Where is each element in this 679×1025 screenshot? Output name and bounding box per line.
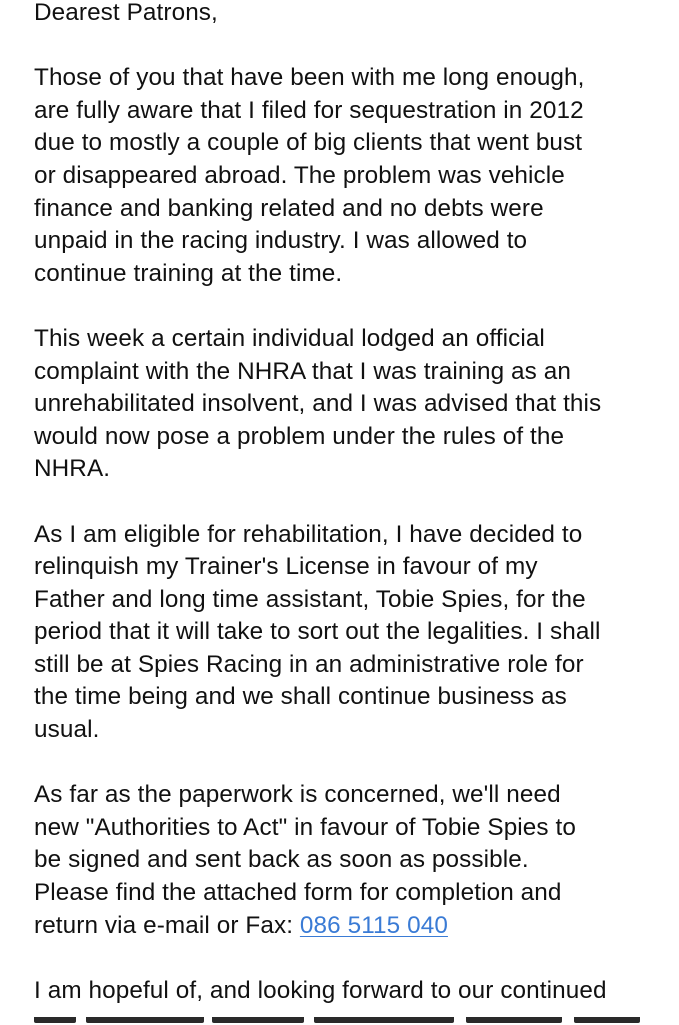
- text-line: new "Authorities to Act" in favour of Tobie Spies to: [34, 813, 576, 841]
- cut-off-glyphs: [86, 1017, 204, 1023]
- paragraph-gap: [34, 486, 674, 519]
- paragraph-sequestration: [34, 62, 674, 290]
- greeting: Dearest Patrons,: [34, 0, 218, 26]
- text-line: unrehabilitated insolvent, and I was advised that this: [34, 390, 602, 418]
- text-line: due to mostly a couple of big clients that went bust: [34, 129, 583, 157]
- text-line: As I am eligible for rehabilitation, I have decided to: [34, 520, 583, 548]
- paragraph-gap: [34, 942, 674, 975]
- text-line: relinquish my Trainer's License in favour of my: [34, 553, 538, 581]
- text-line: finance and banking related and no debts were: [34, 194, 544, 222]
- text-line: would now pose a problem under the rules of the: [34, 422, 565, 450]
- fax-label: return via e-mail or Fax:: [34, 911, 300, 939]
- text-line: continue training at the time.: [34, 259, 343, 287]
- text-line: Father and long time assistant, Tobie Spies, for the: [34, 585, 586, 613]
- text-line: I am hopeful of, and looking forward to our continued: [34, 976, 607, 1004]
- text-line: Those of you that have been with me long enough,: [34, 64, 585, 92]
- paragraph-complaint: [34, 323, 674, 486]
- cut-off-glyphs: [34, 1017, 76, 1023]
- paragraph-gap: [34, 30, 674, 63]
- text-line: complaint with the NHRA that I was training as an: [34, 357, 571, 385]
- cut-off-glyphs: [212, 1017, 304, 1023]
- cut-off-glyphs: [466, 1017, 562, 1023]
- text-line: or disappeared abroad. The problem was vehicle: [34, 161, 565, 189]
- text-line: This week a certain individual lodged an official: [34, 324, 545, 352]
- cut-off-glyphs: [314, 1017, 454, 1023]
- text-line: period that it will take to sort out the legalities. I shall: [34, 618, 601, 646]
- cut-off-glyphs: [574, 1017, 640, 1023]
- text-line: Please find the attached form for completion and: [34, 879, 562, 907]
- paragraph-license: [34, 519, 674, 747]
- text-line: NHRA.: [34, 455, 111, 483]
- paragraph-gap: [34, 747, 674, 780]
- fax-number-link[interactable]: 086 5115 040: [299, 911, 448, 939]
- text-line: unpaid in the racing industry. I was allowed to: [34, 227, 528, 255]
- text-line: usual.: [34, 716, 100, 744]
- paragraph-gap: [34, 290, 674, 323]
- paragraph-closing: [34, 975, 674, 1008]
- text-line: the time being and we shall continue business as: [34, 683, 567, 711]
- text-line: be signed and sent back as soon as possible.: [34, 846, 529, 874]
- text-line: are fully aware that I filed for sequestration in 2012: [34, 96, 584, 124]
- text-line: As far as the paperwork is concerned, we'll need: [34, 781, 561, 809]
- paragraph-paperwork: [34, 779, 674, 942]
- email-body: [34, 0, 674, 1007]
- text-line-with-fax: [34, 910, 674, 943]
- text-line: still be at Spies Racing in an administrative role for: [34, 650, 584, 678]
